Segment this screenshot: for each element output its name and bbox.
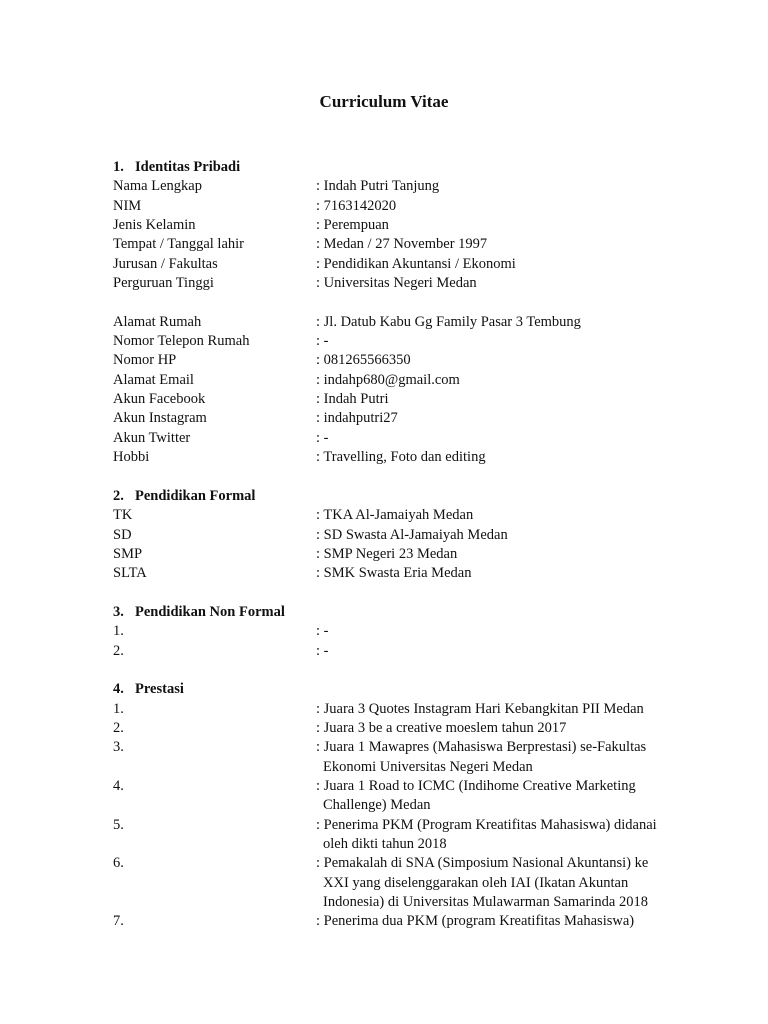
prestasi-item [113, 816, 713, 835]
field-row [113, 274, 713, 293]
item-text: : Penerima dua PKM (program Kreatifitas Mahasiswa) [316, 913, 635, 930]
field-label: Jenis Kelamin [113, 217, 196, 234]
field-row [113, 429, 713, 448]
field-row [113, 545, 713, 564]
field-label: SLTA [113, 565, 147, 582]
field-row [113, 216, 713, 235]
item-number: 2. [113, 719, 124, 736]
field-label: 1. [113, 623, 124, 640]
field-row [113, 313, 713, 332]
field-value: : - [316, 333, 329, 350]
field-label: Nomor HP [113, 352, 177, 369]
section-number: 1. [113, 159, 124, 175]
item-text: : Juara 3 be a creative moeslem tahun 2017 [316, 719, 567, 736]
item-number: 7. [113, 913, 124, 930]
item-text: : Juara 1 Mawapres (Mahasiswa Berprestasi) se-Fakultas [316, 739, 647, 756]
field-label: TK [113, 507, 133, 524]
field-row [113, 255, 713, 274]
field-label: Akun Instagram [113, 410, 207, 427]
document-title: Curriculum Vitae [319, 92, 449, 111]
field-label: Akun Twitter [113, 429, 191, 446]
field-label: Alamat Rumah [113, 313, 202, 330]
field-row [113, 448, 713, 467]
item-text: Challenge) Medan [323, 797, 431, 814]
prestasi-item-continuation [113, 835, 713, 854]
item-text: : Penerima PKM (Program Kreatifitas Mahasiswa) didanai [316, 816, 657, 833]
field-label: 2. [113, 642, 124, 659]
field-value: : Travelling, Foto dan editing [316, 449, 486, 466]
field-label: Akun Facebook [113, 391, 206, 408]
section-number: 3. [113, 603, 124, 620]
prestasi-item [113, 912, 713, 931]
prestasi-item [113, 700, 713, 719]
item-text: : Juara 1 Road to ICMC (Indihome Creative Marketing [316, 778, 636, 794]
field-row [113, 526, 713, 545]
field-row [113, 177, 713, 196]
item-number: 4. [113, 778, 124, 794]
cv-content [113, 158, 713, 932]
prestasi-item [113, 738, 713, 757]
section-number: 2. [113, 487, 124, 504]
field-label: SD [113, 526, 132, 543]
blank-line [113, 584, 713, 603]
field-value: : 081265566350 [316, 352, 411, 369]
field-row [113, 390, 713, 409]
item-text: : Pemakalah di SNA (Simposium Nasional Akuntansi) ke [316, 855, 649, 872]
field-label: Nomor Telepon Rumah [113, 333, 250, 350]
field-value: : SD Swasta Al-Jamaiyah Medan [316, 526, 508, 543]
section-heading-pendidikan-non-formal [113, 603, 713, 622]
item-text: XXI yang diselenggarakan oleh IAI (Ikatan Akuntan [323, 874, 629, 891]
field-row [113, 506, 713, 525]
item-text: oleh dikti tahun 2018 [323, 836, 447, 853]
section-heading-text: Prestasi [135, 681, 184, 698]
field-value: : Jl. Datub Kabu Gg Family Pasar 3 Tembung [316, 313, 581, 330]
field-row [113, 622, 713, 641]
item-text: : Juara 3 Quotes Instagram Hari Kebangkitan PII Medan [316, 700, 644, 717]
field-value: : TKA Al-Jamaiyah Medan [316, 507, 474, 524]
field-value: : - [316, 429, 329, 446]
field-row [113, 371, 713, 390]
item-text: Ekonomi Universitas Negeri Medan [323, 758, 533, 775]
field-value: : 7163142020 [316, 197, 397, 214]
field-value: : Pendidikan Akuntansi / Ekonomi [316, 255, 516, 272]
section-heading-prestasi [113, 680, 713, 699]
field-row [113, 197, 713, 216]
prestasi-item [113, 854, 713, 873]
section-heading-identitas [113, 158, 713, 177]
field-label: NIM [113, 197, 142, 214]
item-text: Indonesia) di Universitas Mulawarman Samarinda 2018 [323, 894, 648, 911]
section-heading-text: Pendidikan Formal [135, 487, 256, 504]
field-value: : - [316, 642, 329, 659]
field-row [113, 332, 713, 351]
field-label: Nama Lengkap [113, 178, 202, 195]
blank-line [113, 661, 713, 680]
prestasi-item [113, 777, 713, 796]
field-label: Perguruan Tinggi [113, 275, 214, 292]
section-heading-text: Pendidikan Non Formal [135, 603, 285, 620]
field-label: Jurusan / Fakultas [113, 255, 218, 272]
field-label: SMP [113, 545, 143, 562]
field-value: : Perempuan [316, 217, 389, 234]
field-value: : Indah Putri Tanjung [316, 178, 440, 195]
prestasi-item-continuation [113, 893, 713, 912]
section-number: 4. [113, 681, 124, 698]
item-number: 5. [113, 816, 124, 833]
field-value: : Indah Putri [316, 391, 389, 408]
item-number: 1. [113, 700, 124, 717]
field-value: : Medan / 27 November 1997 [316, 236, 488, 253]
prestasi-item-continuation [113, 796, 713, 815]
field-row [113, 564, 713, 583]
field-value: : indahp680@gmail.com [316, 371, 460, 388]
section-heading-pendidikan-formal [113, 487, 713, 506]
field-label: Tempat / Tanggal lahir [113, 236, 244, 253]
field-value: : SMP Negeri 23 Medan [316, 545, 458, 562]
field-label: Hobbi [113, 449, 150, 466]
field-value: : - [316, 623, 329, 640]
field-label: Alamat Email [113, 371, 194, 388]
section-heading-text: Identitas Pribadi [135, 159, 241, 175]
blank-line [113, 293, 713, 312]
item-number: 6. [113, 855, 124, 872]
field-row [113, 351, 713, 370]
field-row [113, 235, 713, 254]
prestasi-item-continuation [113, 874, 713, 893]
prestasi-item [113, 719, 713, 738]
prestasi-item-continuation [113, 758, 713, 777]
field-value: : indahputri27 [316, 410, 398, 427]
field-row [113, 642, 713, 661]
blank-line [113, 468, 713, 487]
field-row [113, 409, 713, 428]
field-value: : Universitas Negeri Medan [316, 275, 477, 292]
field-value: : SMK Swasta Eria Medan [316, 565, 472, 582]
item-number: 3. [113, 739, 124, 756]
